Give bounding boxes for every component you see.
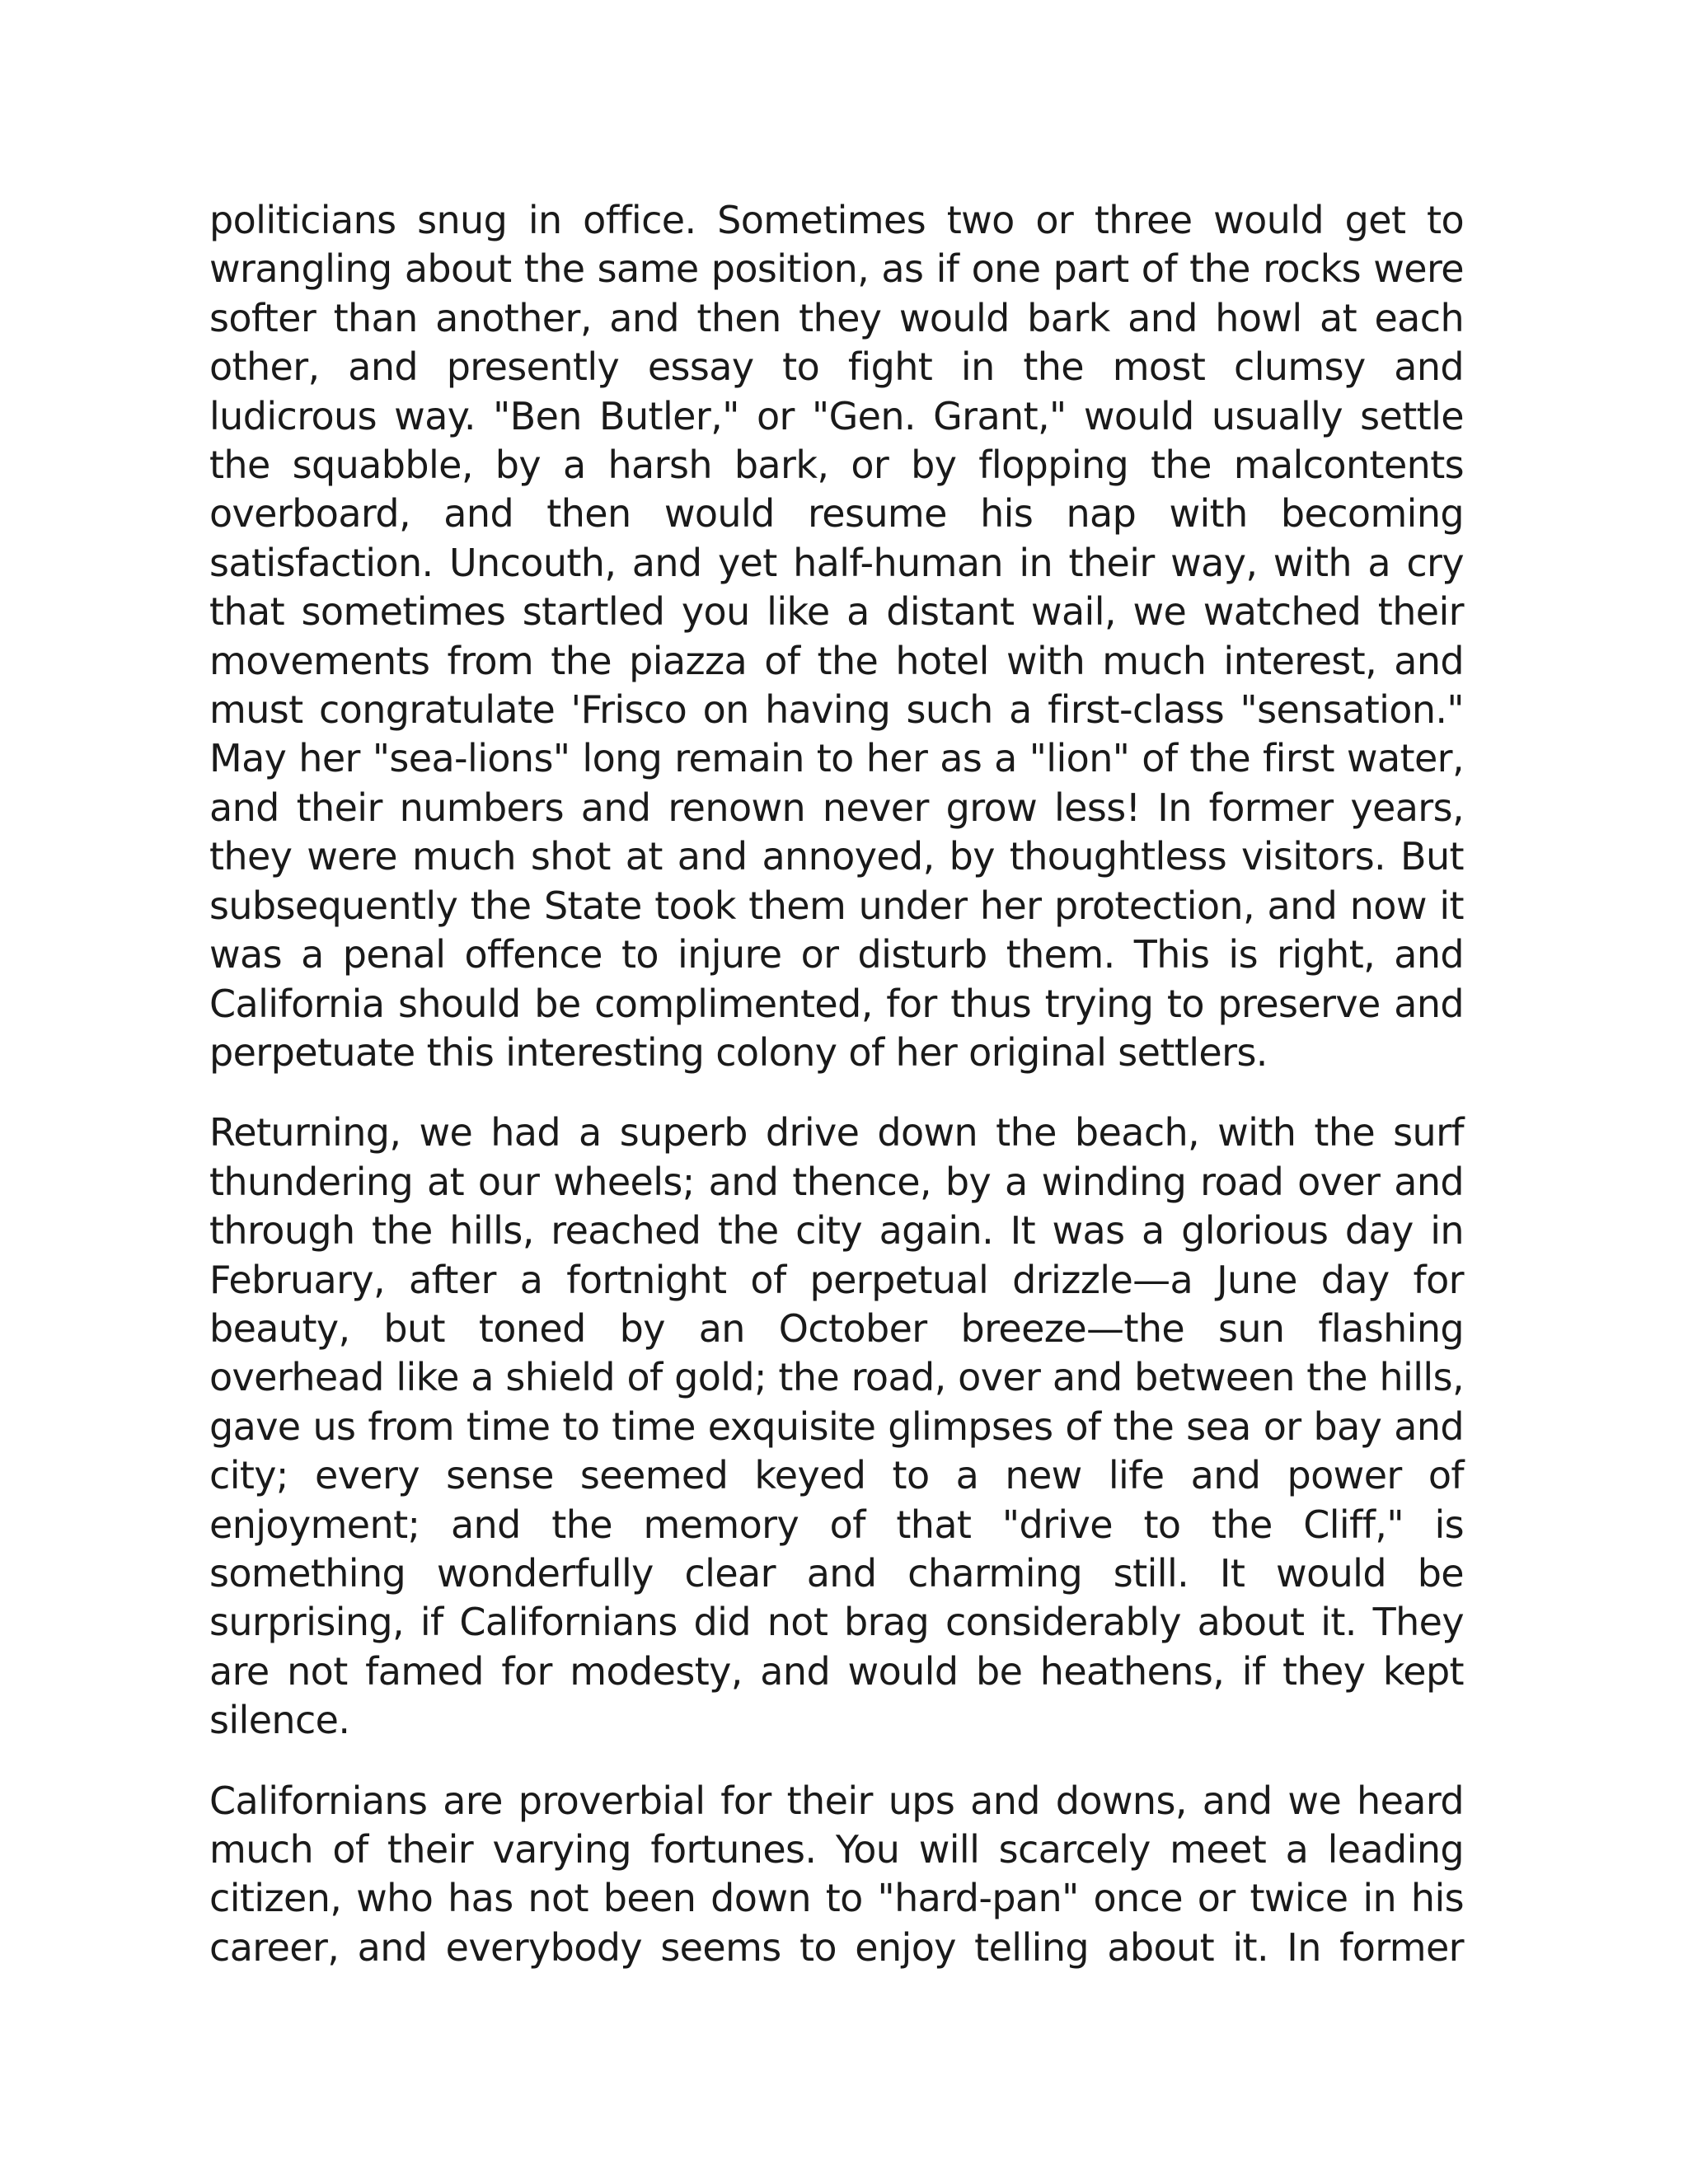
paragraph-drive-to-cliff: Returning, we had a superb drive down the beach, with the surf thundering at our wheels; and thence, by a winding road over and through the hills, reached the city again. It was a glorious day in February, after a fortnight of perpetual drizzle—a June day for beauty, but toned by an October breeze—the sun flashing overhead like a shield of gold; the road, over and between the hills, gave us from time to time exquisite glimpses of the sea or bay and city; every sense seemed keyed to a new life and power of enjoyment; and the memory of that "drive to the Cliff," is something wonderfully clear and charming still. It would be surprising, if Californians did not brag considerably about it. They are not famed for modesty, and would be heathens, if they kept silence. (209, 1110, 1464, 1743)
text-column (209, 196, 1464, 2004)
paragraph-californians-fortunes: Californians are proverbial for their ups and downs, and we heard much of their varying fortunes. You will scarcely meet a leading citizen, who has not been down to "hard-pan" once or twice in his career, and everybody seems to enjoy telling about it. In former (209, 1778, 1464, 1970)
paragraph-sea-lions: politicians snug in office. Sometimes two or three would get to wrangling about the same position, as if one part of the rocks were softer than another, and then they would bark and howl at each other, and presently essay to fight in the most clumsy and ludicrous way. "Ben Butler," or "Gen. Grant," would usually settle the squabble, by a harsh bark, or by flopping the malcontents overboard, and then would resume his nap with becoming satisfaction. Uncouth, and yet half-human in their way, with a cry that sometimes startled you like a distant wail, we watched their movements from the piazza of the hotel with much interest, and must congratulate 'Frisco on having such a first-class "sensation." May her "sea-lions" long remain to her as a "lion" of the first water, and their numbers and renown never grow less! In former years, they were much shot at and annoyed, by thoughtless visitors. But subsequently the State took them under her protection, and now it was a penal offence to injure or disturb them. This is right, and California should be complimented, for thus trying to preserve and perpetuate this interesting colony of her original settlers. (209, 198, 1464, 1075)
